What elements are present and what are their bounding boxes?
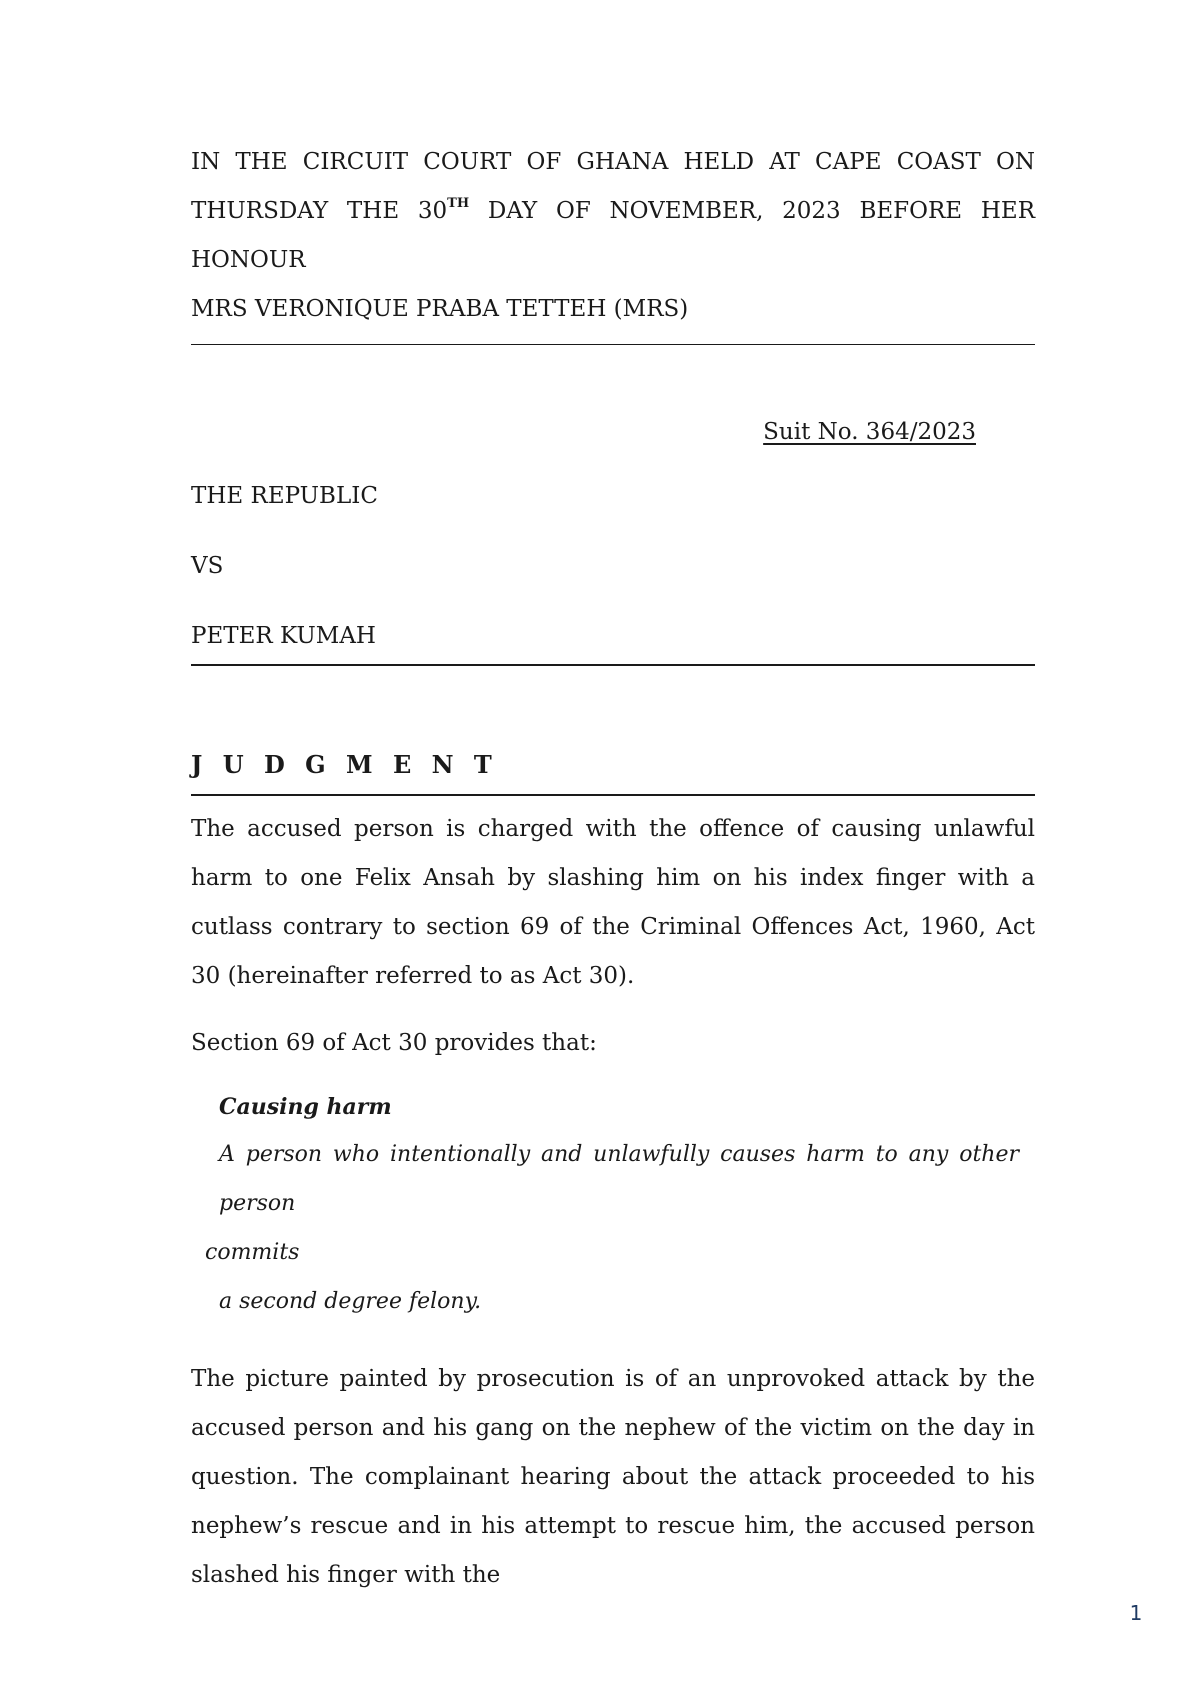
parties-block xyxy=(191,481,1035,651)
quote-line-3: a second degree felony. xyxy=(219,1289,482,1314)
court-heading xyxy=(191,138,1035,334)
court-heading-line-2-end: DAY OF NOVEMBER, 2023 BEFORE HER HONOUR xyxy=(191,198,1036,273)
section-intro: Section 69 of Act 30 provides that: xyxy=(191,1030,597,1056)
party-accused: PETER KUMAH xyxy=(191,623,376,649)
heading-divider xyxy=(191,344,1035,345)
court-heading-line-2-start: THURSDAY THE 30 xyxy=(191,198,448,224)
party-plaintiff: THE REPUBLIC xyxy=(191,483,378,509)
paragraph-charge: The accused person is charged with the offence of causing unlawful harm to one Felix Ansah by slashing him on his index finger with a cutlass contrary to section 69 of the Criminal Offences Act, 1960, Act 30 (hereinafter referred to as Act 30). xyxy=(191,816,1035,989)
party-versus: VS xyxy=(191,553,224,579)
parties-divider xyxy=(191,664,1035,666)
judgment-title: J U D G M E N T xyxy=(191,750,498,779)
suit-number-text: Suit No. 364/2023 xyxy=(763,419,976,445)
page-number: 1 xyxy=(1129,1601,1143,1625)
court-heading-line-2 xyxy=(191,187,1035,285)
document-body xyxy=(191,138,1035,1600)
court-heading-line-3: MRS VERONIQUE PRABA TETTEH (MRS) xyxy=(191,296,689,322)
court-heading-line-1: IN THE CIRCUIT COURT OF GHANA HELD AT CAPE COAST ON xyxy=(191,149,1035,175)
paragraph-facts: The picture painted by prosecution is of an unprovoked attack by the accused person and his gang on the nephew of the victim on the day in question. The complainant hearing about the attack proceeded to his nephew’s rescue and in his attempt to rescue him, the accused person slashed his finger with the xyxy=(191,1366,1035,1588)
quote-line-2: commits xyxy=(205,1240,300,1265)
quote-line-1: A person who intentionally and unlawfully causes harm to any other person xyxy=(219,1142,1019,1216)
judgment-divider xyxy=(191,794,1035,796)
quote-title: Causing harm xyxy=(219,1094,392,1120)
suit-number xyxy=(191,417,1035,447)
ordinal-suffix: TH xyxy=(447,196,470,212)
